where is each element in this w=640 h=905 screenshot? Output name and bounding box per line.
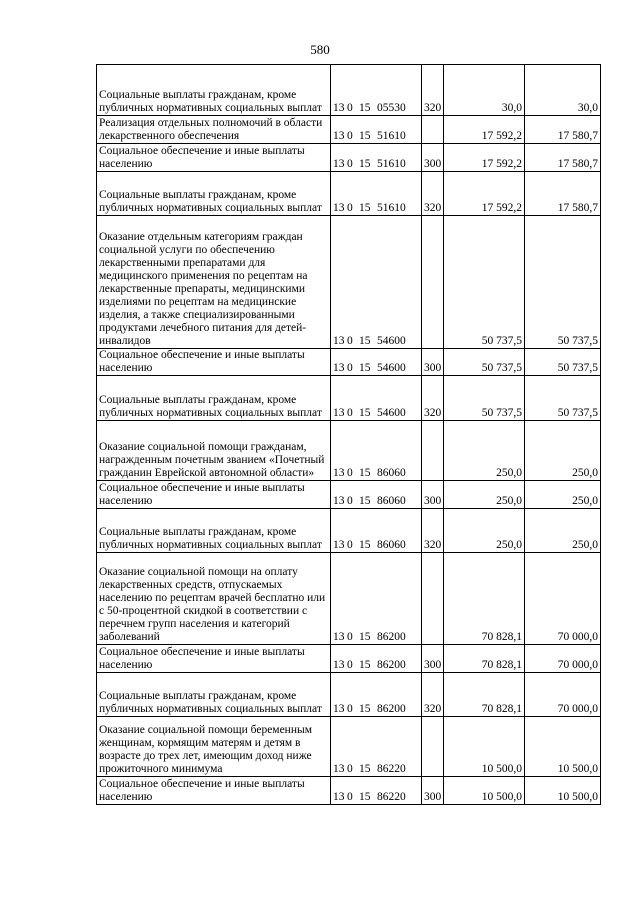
table-row: [97, 172, 601, 216]
code-part-c1: 13: [333, 791, 345, 803]
target-article-code: [331, 172, 422, 216]
target-article-code: [331, 376, 422, 421]
target-article-code: [331, 509, 422, 553]
code-part-c3: 15: [359, 631, 371, 643]
table-row: [97, 116, 601, 144]
code-part-c3: 15: [359, 407, 371, 419]
code-part-c1: 13: [333, 631, 345, 643]
code-part-c4: 86200: [377, 703, 406, 715]
code-part-c2: 0: [347, 539, 353, 551]
code-part-c3: 15: [359, 130, 371, 142]
amount-executed: 30,0: [525, 65, 601, 116]
row-name: Социальное обеспечение и иные выплаты населению: [97, 777, 331, 805]
code-part-c2: 0: [347, 467, 353, 479]
code-part-c3: 15: [359, 659, 371, 671]
table-row: [97, 717, 601, 777]
row-name: Социальное обеспечение и иные выплаты населению: [97, 645, 331, 673]
code-part-c4: 51610: [377, 130, 406, 142]
target-article-code: [331, 216, 422, 349]
target-article-code: [331, 421, 422, 481]
code-part-c2: 0: [347, 631, 353, 643]
expense-type-code: 300: [422, 481, 444, 509]
code-part-c1: 13: [333, 102, 345, 114]
code-part-c4: 86200: [377, 631, 406, 643]
target-article-code: [331, 116, 422, 144]
code-part-c2: 0: [347, 791, 353, 803]
amount-planned: 17 592,2: [444, 172, 525, 216]
expense-type-code: 320: [422, 65, 444, 116]
code-part-c3: 15: [359, 102, 371, 114]
code-part-c1: 13: [333, 202, 345, 214]
page-number: 580: [310, 42, 330, 57]
row-name: Оказание социальной помощи беременным женщинам, кормящим матерям и детям в возрасте до трех лет, имеющим доход ниже прожиточного минимума: [97, 717, 331, 777]
amount-executed: 17 580,7: [525, 116, 601, 144]
code-part-c4: 86220: [377, 791, 406, 803]
code-part-c2: 0: [347, 130, 353, 142]
target-article-code: [331, 717, 422, 777]
expense-type-code: 320: [422, 376, 444, 421]
code-part-c2: 0: [347, 335, 353, 347]
amount-executed: 250,0: [525, 481, 601, 509]
amount-planned: 50 737,5: [444, 376, 525, 421]
code-part-c3: 15: [359, 362, 371, 374]
code-part-c4: 05530: [377, 102, 406, 114]
code-part-c2: 0: [347, 158, 353, 170]
amount-planned: 17 592,2: [444, 144, 525, 172]
expense-type-code: 300: [422, 349, 444, 376]
amount-planned: 250,0: [444, 481, 525, 509]
code-part-c3: 15: [359, 763, 371, 775]
table-row: [97, 645, 601, 673]
amount-planned: 10 500,0: [444, 777, 525, 805]
table-row: [97, 553, 601, 645]
code-part-c2: 0: [347, 659, 353, 671]
code-part-c4: 86060: [377, 539, 406, 551]
code-part-c1: 13: [333, 659, 345, 671]
table-row: [97, 144, 601, 172]
target-article-code: [331, 144, 422, 172]
code-part-c2: 0: [347, 703, 353, 715]
code-part-c2: 0: [347, 362, 353, 374]
code-part-c2: 0: [347, 102, 353, 114]
code-part-c4: 51610: [377, 158, 406, 170]
target-article-code: [331, 481, 422, 509]
code-part-c1: 13: [333, 362, 345, 374]
row-name: Социальные выплаты гражданам, кроме публичных нормативных социальных выплат: [97, 65, 331, 116]
code-part-c1: 13: [333, 495, 345, 507]
code-part-c1: 13: [333, 158, 345, 170]
row-name: Социальные выплаты гражданам, кроме публичных нормативных социальных выплат: [97, 509, 331, 553]
row-name: Социальные выплаты гражданам, кроме публичных нормативных социальных выплат: [97, 673, 331, 717]
code-part-c4: 54600: [377, 407, 406, 419]
code-part-c3: 15: [359, 335, 371, 347]
code-part-c3: 15: [359, 495, 371, 507]
row-name: Социальное обеспечение и иные выплаты населению: [97, 144, 331, 172]
amount-planned: 30,0: [444, 65, 525, 116]
amount-executed: 70 000,0: [525, 673, 601, 717]
code-part-c2: 0: [347, 407, 353, 419]
expense-type-code: [422, 421, 444, 481]
code-part-c3: 15: [359, 791, 371, 803]
code-part-c1: 13: [333, 335, 345, 347]
code-part-c2: 0: [347, 495, 353, 507]
expense-type-code: 300: [422, 777, 444, 805]
table-row: [97, 216, 601, 349]
target-article-code: [331, 65, 422, 116]
code-part-c4: 86200: [377, 659, 406, 671]
amount-planned: 50 737,5: [444, 216, 525, 349]
code-part-c3: 15: [359, 467, 371, 479]
amount-planned: 70 828,1: [444, 673, 525, 717]
amount-executed: 50 737,5: [525, 216, 601, 349]
expense-type-code: [422, 116, 444, 144]
code-part-c4: 51610: [377, 202, 406, 214]
budget-table: [96, 64, 601, 805]
amount-executed: 17 580,7: [525, 172, 601, 216]
amount-planned: 10 500,0: [444, 717, 525, 777]
target-article-code: [331, 645, 422, 673]
target-article-code: [331, 553, 422, 645]
expense-type-code: 320: [422, 172, 444, 216]
code-part-c1: 13: [333, 703, 345, 715]
row-name: Оказание отдельным категориям граждан социальной услуги по обеспечению лекарственными препаратами для медицинского применения по рецептам на лекарственные препараты, медицинскими изделиями по рецептам на медицинские изделия, а также специализированными продуктами лечебного питания для детей-инвалидов: [97, 216, 331, 349]
amount-planned: 50 737,5: [444, 349, 525, 376]
code-part-c1: 13: [333, 763, 345, 775]
amount-planned: 250,0: [444, 509, 525, 553]
expense-type-code: 320: [422, 509, 444, 553]
table-row: [97, 777, 601, 805]
amount-planned: 17 592,2: [444, 116, 525, 144]
amount-executed: 70 000,0: [525, 553, 601, 645]
expense-type-code: [422, 553, 444, 645]
expense-type-code: 320: [422, 673, 444, 717]
amount-executed: 50 737,5: [525, 349, 601, 376]
row-name: Социальные выплаты гражданам, кроме публичных нормативных социальных выплат: [97, 376, 331, 421]
expense-type-code: [422, 717, 444, 777]
row-name: Реализация отдельных полномочий в области лекарственного обеспечения: [97, 116, 331, 144]
code-part-c1: 13: [333, 467, 345, 479]
code-part-c3: 15: [359, 703, 371, 715]
code-part-c3: 15: [359, 539, 371, 551]
code-part-c4: 54600: [377, 335, 406, 347]
target-article-code: [331, 349, 422, 376]
code-part-c2: 0: [347, 202, 353, 214]
row-name: Социальные выплаты гражданам, кроме публичных нормативных социальных выплат: [97, 172, 331, 216]
amount-executed: 250,0: [525, 421, 601, 481]
amount-executed: 70 000,0: [525, 645, 601, 673]
table-row: [97, 376, 601, 421]
code-part-c4: 86060: [377, 495, 406, 507]
code-part-c4: 86060: [377, 467, 406, 479]
target-article-code: [331, 777, 422, 805]
table-row: [97, 509, 601, 553]
code-part-c2: 0: [347, 763, 353, 775]
expense-type-code: 300: [422, 144, 444, 172]
code-part-c4: 54600: [377, 362, 406, 374]
table-row: [97, 349, 601, 376]
row-name: Социальное обеспечение и иные выплаты населению: [97, 481, 331, 509]
expense-type-code: 300: [422, 645, 444, 673]
amount-executed: 10 500,0: [525, 777, 601, 805]
amount-planned: 250,0: [444, 421, 525, 481]
amount-executed: 50 737,5: [525, 376, 601, 421]
table-row: [97, 421, 601, 481]
code-part-c3: 15: [359, 158, 371, 170]
amount-executed: 17 580,7: [525, 144, 601, 172]
amount-executed: 250,0: [525, 509, 601, 553]
amount-planned: 70 828,1: [444, 553, 525, 645]
code-part-c4: 86220: [377, 763, 406, 775]
code-part-c3: 15: [359, 202, 371, 214]
code-part-c1: 13: [333, 130, 345, 142]
code-part-c1: 13: [333, 407, 345, 419]
table-row: [97, 481, 601, 509]
row-name: Социальное обеспечение и иные выплаты населению: [97, 349, 331, 376]
code-part-c1: 13: [333, 539, 345, 551]
amount-planned: 70 828,1: [444, 645, 525, 673]
row-name: Оказание социальной помощи на оплату лекарственных средств, отпускаемых населению по рецептам врачей бесплатно или с 50-процентной скидкой в соответствии с перечнем групп населения и категорий заболеваний: [97, 553, 331, 645]
row-name: Оказание социальной помощи гражданам, награжденным почетным званием «Почетный гражданин Еврейской автономной области»: [97, 421, 331, 481]
table-row: [97, 65, 601, 116]
expense-type-code: [422, 216, 444, 349]
amount-executed: 10 500,0: [525, 717, 601, 777]
target-article-code: [331, 673, 422, 717]
table-row: [97, 673, 601, 717]
